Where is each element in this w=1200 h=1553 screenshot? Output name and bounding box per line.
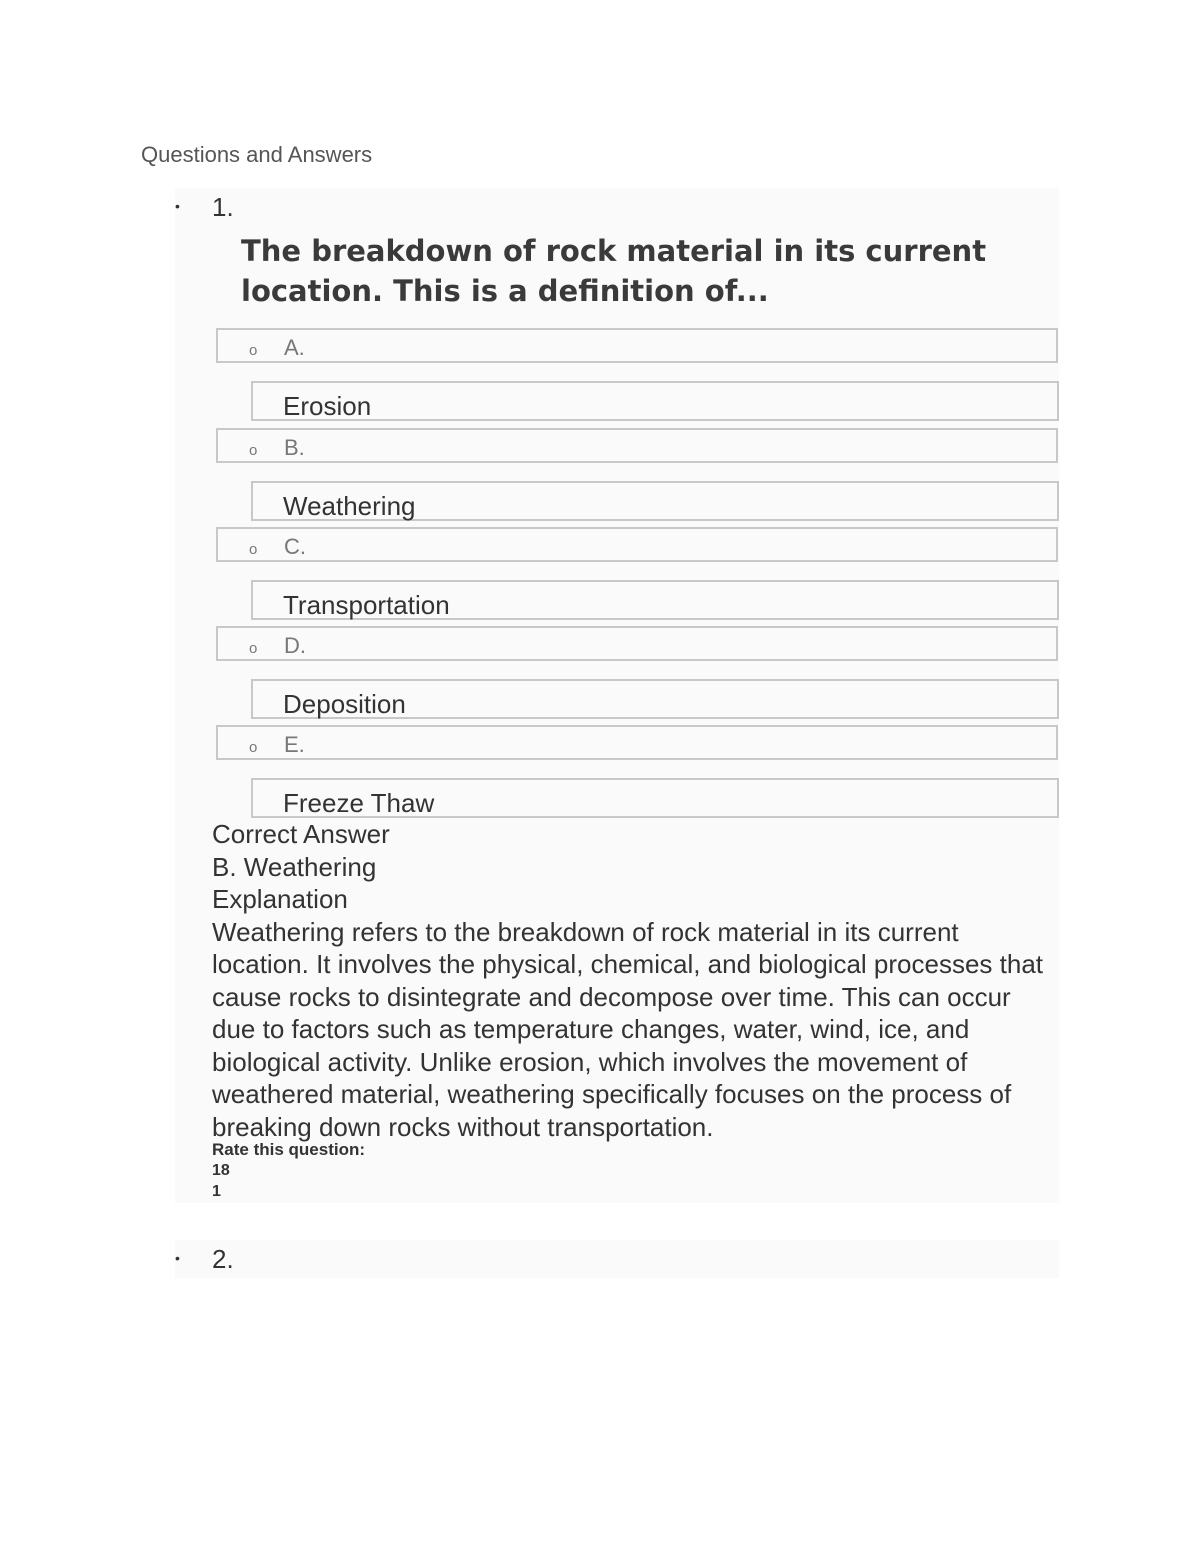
option-bullet: o [249, 541, 258, 558]
option-letter: A. [284, 335, 305, 360]
option-text: Weathering [283, 491, 416, 521]
option-bullet: o [249, 342, 258, 359]
option-letter: D. [284, 633, 306, 658]
option-bullet: o [249, 442, 258, 459]
option-letter: B. [284, 435, 305, 460]
question-card [175, 1240, 1059, 1278]
correct-answer: B. Weathering [212, 851, 377, 882]
question-text: The breakdown of rock material in its current location. This is a definition of... [241, 234, 987, 308]
option-a-label[interactable] [216, 328, 1058, 363]
answer-section [212, 818, 1057, 1143]
explanation-label: Explanation [212, 884, 348, 914]
option-letter: C. [284, 534, 306, 559]
list-bullet: • [175, 1250, 180, 1266]
option-text: Erosion [283, 391, 372, 421]
option-b[interactable] [251, 481, 1059, 521]
rate-down-count[interactable]: 1 [212, 1183, 221, 1200]
option-text: Freeze Thaw [283, 788, 435, 818]
option-letter: E. [284, 732, 305, 757]
rate-label: Rate this question: [212, 1140, 366, 1159]
option-b-label[interactable] [216, 428, 1058, 463]
rate-up-count[interactable]: 18 [212, 1162, 230, 1179]
question-number: 1. [212, 192, 234, 222]
option-c[interactable] [251, 580, 1059, 620]
option-bullet: o [249, 640, 258, 657]
option-e-label[interactable] [216, 725, 1058, 760]
page-heading: Questions and Answers [141, 142, 373, 167]
option-text: Transportation [283, 590, 450, 620]
option-d-label[interactable] [216, 626, 1058, 661]
option-bullet: o [249, 739, 258, 756]
option-c-label[interactable] [216, 527, 1058, 562]
option-e[interactable] [251, 778, 1059, 818]
explanation-text: Weathering refers to the breakdown of rock material in its current location. It involves the physical, chemical, and biological processes that cause rocks to disintegrate and decompose over time. This can occur due to factors such as temperature changes, water, wind, ice, and biological activity. Unlike erosion, which involves the movement of weathered material, weathering specifically focuses on the process of breaking down rocks without transportation. [212, 916, 1043, 1142]
option-a[interactable] [251, 381, 1059, 421]
question-number: 2. [212, 1244, 234, 1274]
correct-answer-label: Correct Answer [212, 819, 390, 849]
option-d[interactable] [251, 679, 1059, 719]
list-bullet: • [175, 198, 180, 214]
option-text: Deposition [283, 689, 406, 719]
